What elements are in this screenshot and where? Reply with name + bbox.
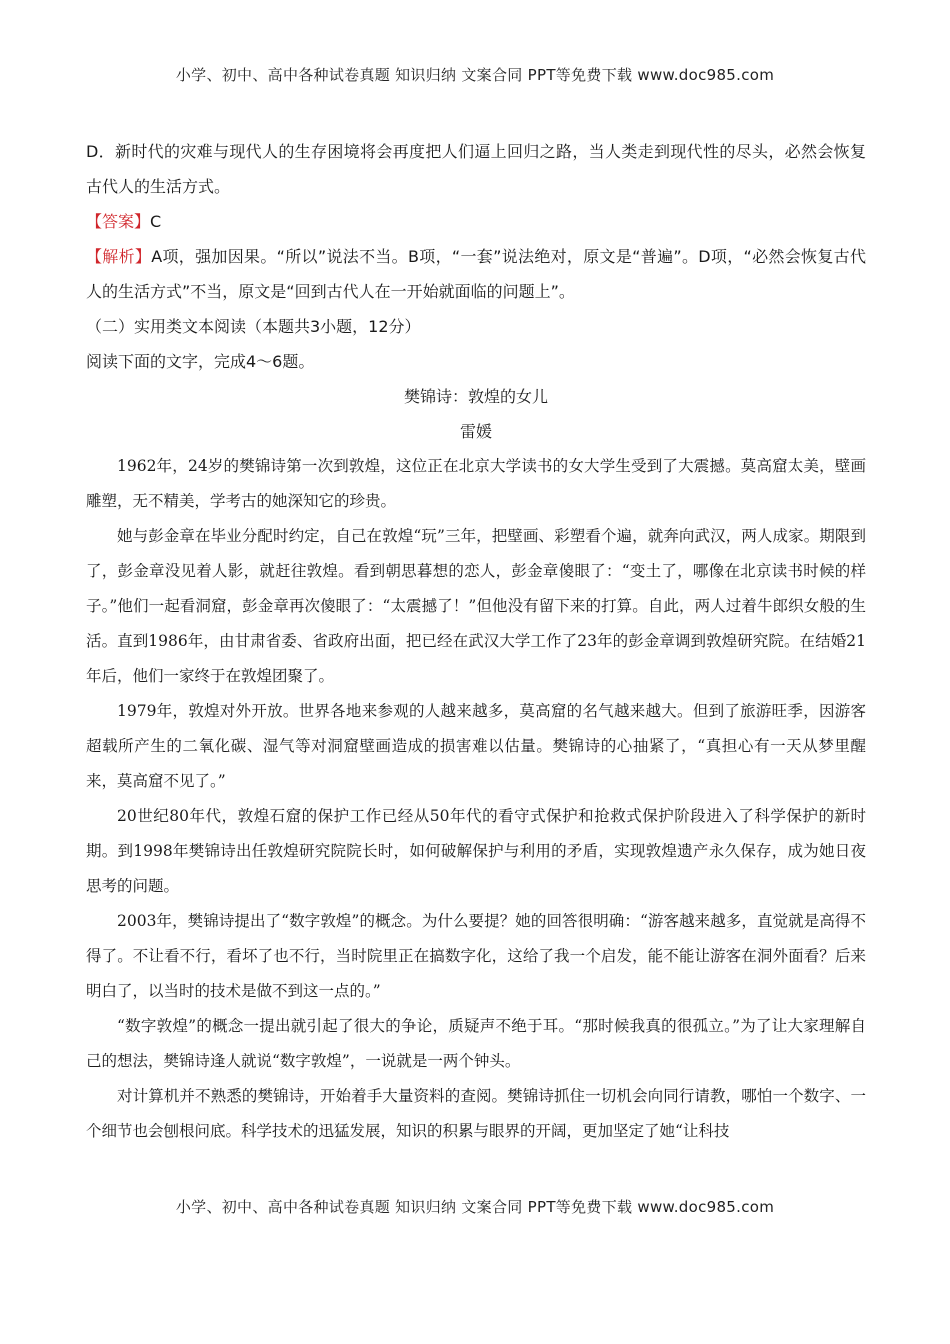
article-paragraph: 20世纪80年代，敦煌石窟的保护工作已经从50年代的看守式保护和抢救式保护阶段进入了科学保护的新时期。到1998年樊锦诗出任敦煌研究院院长时，如何破解保护与利用的矛盾，实现敦煌遗产永久保存，成为她日夜思考的问题。 xyxy=(86,807,866,895)
article-paragraph: 对计算机并不熟悉的樊锦诗，开始着手大量资料的查阅。樊锦诗抓住一切机会向同行请教，哪怕一个数字、一个细节也会刨根问底。科学技术的迅猛发展，知识的积累与眼界的开阔，更加坚定了她“让科技 xyxy=(86,1087,866,1140)
article-paragraph: 1979年，敦煌对外开放。世界各地来参观的人越来越多，莫高窟的名气越来越大。但到了旅游旺季，因游客超载所产生的二氧化碳、湿气等对洞窟壁画造成的损害难以估量。樊锦诗的心抽紧了，“真担心有一天从梦里醒来，莫高窟不见了。” xyxy=(86,702,866,790)
analysis-label: 【解析】 xyxy=(86,247,152,266)
instruction: 阅读下面的文字，完成4～6题。 xyxy=(86,352,315,371)
answer-value: C xyxy=(150,212,162,231)
analysis-line xyxy=(86,239,866,309)
article-title: 樊锦诗：敦煌的女儿 xyxy=(403,387,548,406)
page-footer: 小学、初中、高中各种试卷真题 知识归纳 文案合同 PPT等免费下载 www.doc985.com xyxy=(175,1198,775,1216)
article-paragraph: 她与彭金章在毕业分配时约定，自己在敦煌“玩”三年，把壁画、彩塑看个遍，就奔向武汉，两人成家。期限到了，彭金章没见着人影，就赶往敦煌。看到朝思暮想的恋人，彭金章傻眼了：“变土了，哪像在北京读书时候的样子。”他们一起看洞窟，彭金章再次傻眼了：“太震撼了！”但他没有留下来的打算。自此，两人过着牛郎织女般的生活。直到1986年，由甘肃省委、省政府出面，把已经在武汉大学工作了23年的彭金章调到敦煌研究院。在结婚21年后，他们一家终于在敦煌团聚了。 xyxy=(86,527,866,685)
article-paragraph: 1962年，24岁的樊锦诗第一次到敦煌，这位正在北京大学读书的女大学生受到了大震撼。莫高窟太美，壁画雕塑，无不精美，学考古的她深知它的珍贵。 xyxy=(86,457,866,510)
article-author: 雷媛 xyxy=(459,422,492,441)
answer-line xyxy=(86,204,866,239)
option-d: D．新时代的灾难与现代人的生存困境将会再度把人们逼上回归之路，当人类走到现代性的尽头，必然会恢复古代人的生活方式。 xyxy=(86,142,866,196)
article-paragraph: 2003年，樊锦诗提出了“数字敦煌”的概念。为什么要提？她的回答很明确：“游客越来越多，直觉就是高得不得了。不让看不行，看坏了也不行，当时院里正在搞数字化，这给了我一个启发，能不能让游客在洞外面看？后来明白了，以当时的技术是做不到这一点的。” xyxy=(86,912,866,1000)
answer-label: 【答案】 xyxy=(86,212,151,231)
section-heading: （二）实用类文本阅读（本题共3小题，12分） xyxy=(86,317,421,336)
document-body xyxy=(86,134,866,1149)
article-paragraph: “数字敦煌”的概念一提出就引起了很大的争论，质疑声不绝于耳。“那时候我真的很孤立。”为了让大家理解自己的想法，樊锦诗逢人就说“数字敦煌”，一说就是一两个钟头。 xyxy=(86,1017,866,1070)
page-header: 小学、初中、高中各种试卷真题 知识归纳 文案合同 PPT等免费下载 www.doc985.com xyxy=(175,66,775,84)
analysis-text: A项，强加因果。“所以”说法不当。B项，“一套”说法绝对，原文是“普遍”。D项，“必然会恢复古代人的生活方式”不当，原文是“回到古代人在一开始就面临的问题上”。 xyxy=(86,247,866,301)
